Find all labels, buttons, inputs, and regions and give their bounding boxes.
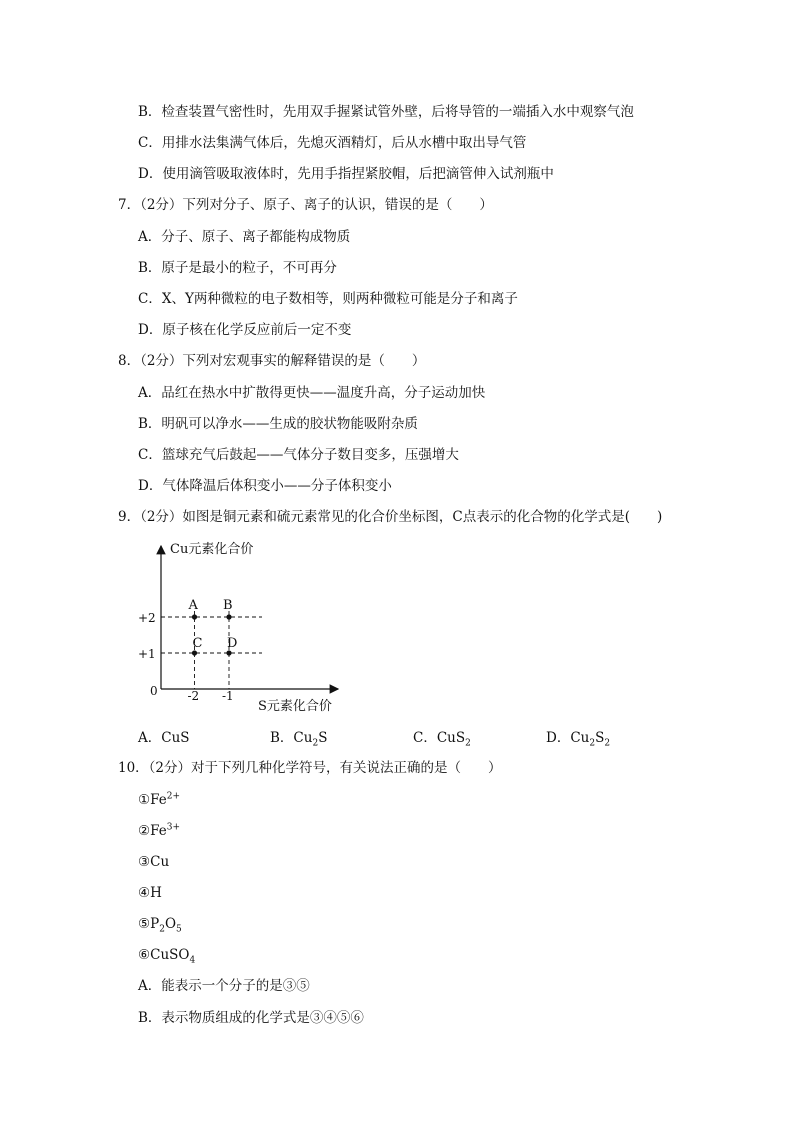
q9-option-c: C．CuS$_2$	[413, 730, 471, 749]
q10-option-b: B．表示物质组成的化学式是③④⑤⑥	[138, 1010, 364, 1026]
y-axis-label: Cu元素化合价	[170, 542, 254, 557]
q9-option-a: A．CuS	[138, 730, 190, 746]
point-b	[226, 614, 231, 619]
q10-symbol-base: Cu	[150, 854, 170, 870]
q10-symbol-item	[138, 852, 169, 872]
x-axis-label: S元素化合价	[258, 699, 332, 714]
q6-option-c: C．用排水法集满气体后，先熄灭酒精灯，后从水槽中取出导气管	[138, 135, 527, 151]
q10-symbol-base: CuSO	[150, 947, 190, 963]
q9-stem: 9．（2分）如图是铜元素和硫元素常见的化合价坐标图，C点表示的化合物的化学式是( )	[118, 509, 663, 525]
origin-label: 0	[150, 684, 158, 698]
q10-symbol-num: ②	[138, 823, 151, 839]
q10-symbol-base: Fe	[150, 792, 167, 808]
y-tick-label: +2	[138, 611, 156, 625]
q8-option-b: B．明矾可以净水——生成的胶状物能吸附杂质	[138, 416, 418, 432]
q10-option-a: A．能表示一个分子的是③⑤	[138, 978, 310, 994]
q10-symbol-tail: O	[164, 916, 177, 932]
q10-symbol-num: ⑤	[138, 916, 151, 932]
q9-option-b: B．$Cu_2S$	[270, 730, 328, 749]
q9-option-d: D．$Cu_2S_2$	[546, 730, 611, 749]
q6-option-b: B．检查装置气密性时，先用双手握紧试管外壁，后将导管的一端插入水中观察气泡	[138, 104, 634, 120]
q10-symbol-sup: 3+	[166, 822, 181, 833]
q7-stem: 7．（2分）下列对分子、原子、离子的认识，错误的是（ ）	[118, 197, 493, 213]
q8-stem: 8．（2分）下列对宏观事实的解释错误的是（ ）	[118, 353, 426, 369]
q10-symbol-item	[138, 790, 180, 810]
q10-symbol-num: ④	[138, 885, 151, 901]
q7-option-c: C．X、Y两种微粒的电子数相等，则两种微粒可能是分子和离子	[138, 291, 518, 307]
point-c	[192, 650, 197, 655]
point-d	[226, 650, 231, 655]
q10-symbol-item	[138, 883, 162, 903]
q8-option-d: D．气体降温后体积变小——分子体积变小	[138, 478, 392, 494]
point-label-a: A	[188, 598, 198, 613]
point-label-d: D	[227, 636, 238, 651]
q10-symbol-base: Fe	[150, 823, 167, 839]
q10-stem: 10．（2分）对于下列几种化学符号，有关说法正确的是（ ）	[118, 760, 502, 776]
point-a	[192, 614, 197, 619]
q10-symbol-num: ③	[138, 854, 151, 870]
q7-option-a: A．分子、原子、离子都能构成物质	[138, 229, 351, 245]
q10-symbol-item	[138, 945, 195, 965]
q10-symbol-base: H	[150, 885, 162, 901]
q10-symbol-num: ⑥	[138, 947, 151, 963]
point-label-b: B	[223, 598, 233, 613]
q10-symbol-sub: 4	[189, 955, 196, 966]
q8-option-a: A．品红在热水中扩散得更快——温度升高，分子运动加快	[138, 385, 486, 401]
q10-symbol-base: P	[150, 916, 160, 932]
q8-option-c: C．篮球充气后鼓起——气体分子数目变多，压强增大	[138, 447, 459, 463]
q7-option-d: D．原子核在化学反应前后一定不变	[138, 322, 352, 338]
q10-symbol-sup: 2+	[166, 791, 181, 802]
q7-option-b: B．原子是最小的粒子，不可再分	[138, 260, 337, 276]
q10-symbol-item	[138, 821, 180, 841]
point-label-c: C	[192, 636, 203, 651]
x-tick-label: -1	[222, 689, 234, 703]
q10-symbol-item	[138, 914, 182, 934]
valence-diagram	[130, 536, 360, 716]
x-tick-label: -2	[187, 689, 200, 703]
q10-symbol-sub: 2	[159, 924, 165, 935]
y-tick-label: +1	[138, 647, 156, 661]
q10-symbol-num: ①	[138, 792, 151, 808]
q10-symbol-sub2: 5	[176, 924, 182, 935]
q6-option-d: D．使用滴管吸取液体时，先用手指捏紧胶帽，后把滴管伸入试剂瓶中	[138, 166, 554, 182]
